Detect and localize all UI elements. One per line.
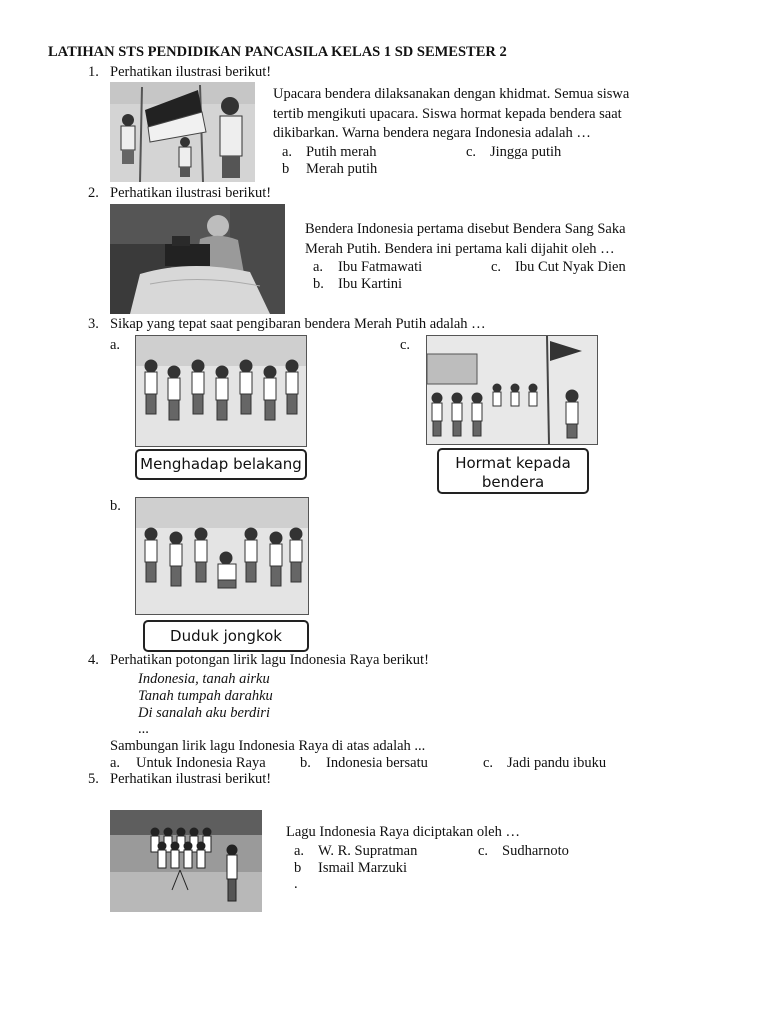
q5-option-a-letter: a. bbox=[294, 843, 305, 859]
q3-option-c-caption bbox=[437, 448, 589, 494]
q1-option-c[interactable]: Jingga putih bbox=[490, 144, 562, 160]
q5-choir-image bbox=[110, 810, 262, 912]
q2-option-a-letter: a. bbox=[313, 259, 324, 275]
q4-option-c[interactable]: Jadi pandu ibuku bbox=[507, 755, 607, 771]
q1-number: 1. bbox=[88, 64, 99, 80]
q3-option-b-letter: b. bbox=[110, 498, 121, 514]
q3-option-c-caption-line-1: Hormat kepada bbox=[455, 454, 571, 472]
page-title: LATIHAN STS PENDIDIKAN PANCASILA KELAS 1 SD SEMESTER 2 bbox=[48, 44, 507, 60]
q4-question: Sambungan lirik lagu Indonesia Raya di atas adalah ... bbox=[110, 738, 426, 754]
q3-option-a-letter: a. bbox=[110, 337, 121, 353]
q4-option-b-letter: b. bbox=[300, 755, 311, 771]
q3-option-c-letter: c. bbox=[400, 337, 411, 353]
q4-lyric-line-1: Indonesia, tanah airku bbox=[138, 671, 270, 687]
q5-option-b[interactable]: Ismail Marzuki bbox=[318, 860, 407, 876]
q2-text: Bendera Indonesia pertama disebut Bendera Sang Saka Merah Putih. Bendera ini pertama kali dijahit oleh … bbox=[305, 221, 626, 257]
q3-option-c-caption-line-2: bendera bbox=[481, 473, 545, 491]
q5-option-b-letter: b bbox=[294, 860, 302, 876]
q1-option-c-letter: c. bbox=[466, 144, 477, 160]
q2-option-c[interactable]: Ibu Cut Nyak Dien bbox=[515, 259, 626, 275]
q5-text: Lagu Indonesia Raya diciptakan oleh … bbox=[286, 824, 520, 840]
q5-option-a[interactable]: W. R. Supratman bbox=[318, 843, 418, 859]
q4-prompt: Perhatikan potongan lirik lagu Indonesia Raya berikut! bbox=[110, 652, 429, 668]
q5-number: 5. bbox=[88, 771, 99, 787]
q3-option-b-image[interactable] bbox=[135, 497, 309, 615]
q1-text: Upacara bendera dilaksanakan dengan khidmat. Semua siswa tertib mengikuti upacara. Siswa hormat kepada bendera saat dikibarkan. Warna bendera negara Indonesia adalah … bbox=[273, 86, 630, 141]
q2-option-a[interactable]: Ibu Fatmawati bbox=[338, 259, 423, 275]
q1-prompt: Perhatikan ilustrasi berikut! bbox=[110, 64, 272, 80]
q4-lyric-line-2: Tanah tumpah darahku bbox=[138, 688, 273, 704]
q3-number: 3. bbox=[88, 316, 99, 332]
q3-option-c-image[interactable] bbox=[426, 335, 598, 445]
q3-prompt: Sikap yang tepat saat pengibaran bendera Merah Putih adalah … bbox=[110, 316, 486, 332]
q4-number: 4. bbox=[88, 652, 99, 668]
q4-option-c-letter: c. bbox=[483, 755, 494, 771]
q4-lyric-line-3: Di sanalah aku berdiri bbox=[138, 705, 270, 721]
q2-number: 2. bbox=[88, 185, 99, 201]
q2-option-c-letter: c. bbox=[491, 259, 502, 275]
q1-flag-ceremony-image bbox=[110, 82, 255, 182]
q3-option-a-image[interactable] bbox=[135, 335, 307, 447]
q4-lyric-line-4: ... bbox=[138, 721, 149, 737]
q1-option-a-letter: a. bbox=[282, 144, 293, 160]
q2-prompt: Perhatikan ilustrasi berikut! bbox=[110, 185, 272, 201]
q4-option-a-letter: a. bbox=[110, 755, 121, 771]
q4-option-a[interactable]: Untuk Indonesia Raya bbox=[136, 755, 266, 771]
q5-prompt: Perhatikan ilustrasi berikut! bbox=[110, 771, 272, 787]
q4-option-b[interactable]: Indonesia bersatu bbox=[326, 755, 428, 771]
q2-option-b[interactable]: Ibu Kartini bbox=[338, 276, 403, 292]
q2-option-b-letter: b. bbox=[313, 276, 324, 292]
q5-stray-dot: . bbox=[294, 876, 298, 892]
q2-sewing-flag-photo bbox=[110, 204, 285, 314]
q5-option-c[interactable]: Sudharnoto bbox=[502, 843, 569, 859]
q3-option-a-caption: Menghadap belakang bbox=[135, 449, 307, 480]
q1-option-b[interactable]: Merah putih bbox=[306, 161, 378, 177]
q1-option-b-letter: b bbox=[282, 161, 290, 177]
q5-option-c-letter: c. bbox=[478, 843, 489, 859]
q1-option-a[interactable]: Putih merah bbox=[306, 144, 377, 160]
q3-option-b-caption: Duduk jongkok bbox=[143, 620, 309, 652]
